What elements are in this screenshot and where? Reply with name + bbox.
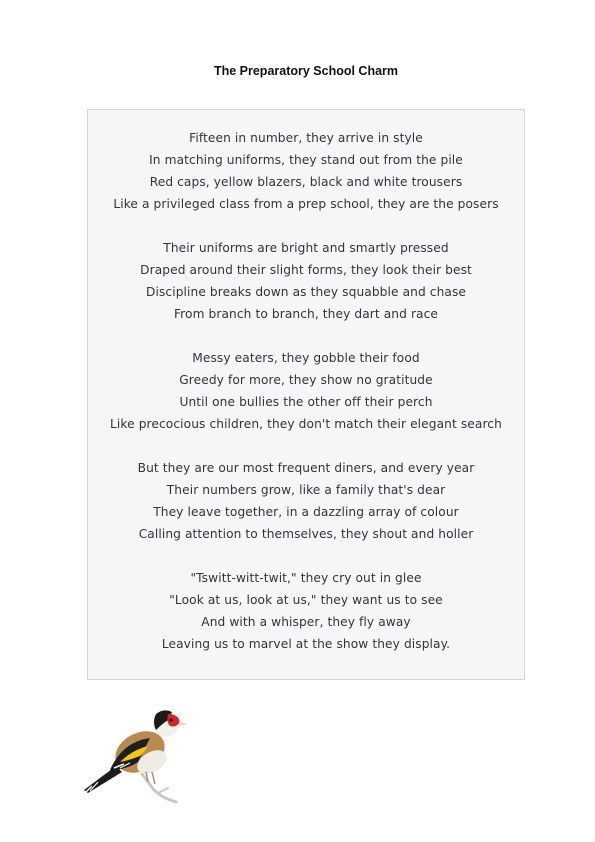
goldfinch-bird-icon xyxy=(80,700,192,804)
poem-line: Calling attention to themselves, they shout and holler xyxy=(138,527,474,541)
poem-line: Greedy for more, they show no gratitude xyxy=(179,373,433,387)
poem-line: But they are our most frequent diners, and every year xyxy=(137,461,475,475)
poem-line: From branch to branch, they dart and race xyxy=(173,307,439,321)
poem-line: Red caps, yellow blazers, black and white trousers xyxy=(149,175,463,189)
poem-line: Draped around their slight forms, they look their best xyxy=(140,263,472,277)
poem-line: In matching uniforms, they stand out from the pile xyxy=(149,153,463,167)
poem-line: Their uniforms are bright and smartly pressed xyxy=(163,241,449,255)
stanza-3 xyxy=(88,347,524,435)
page-title: The Preparatory School Charm xyxy=(213,64,399,78)
poem-line: Discipline breaks down as they squabble and chase xyxy=(145,285,467,299)
poem-line: Until one bullies the other off their perch xyxy=(179,395,433,409)
poem-line: Messy eaters, they gobble their food xyxy=(192,351,420,365)
stanza-1 xyxy=(88,127,524,215)
poem-line: Fifteen in number, they arrive in style xyxy=(189,131,423,145)
poem-box xyxy=(87,109,525,680)
poem-line: Their numbers grow, like a family that's dear xyxy=(166,483,446,497)
poem-line: Like precocious children, they don't match their elegant search xyxy=(110,417,502,431)
stanza-2 xyxy=(88,237,524,325)
poem-line: Leaving us to marvel at the show they display. xyxy=(161,637,451,651)
stanza-5 xyxy=(88,567,524,655)
poem-line: "Look at us, look at us," they want us to see xyxy=(169,593,443,607)
stanza-4 xyxy=(88,457,524,545)
poem-line: "Tswitt-witt-twit," they cry out in glee xyxy=(190,571,422,585)
poem-line: And with a whisper, they fly away xyxy=(201,615,411,629)
poem-line: Like a privileged class from a prep school, they are the posers xyxy=(113,197,499,211)
poem-line: They leave together, in a dazzling array of colour xyxy=(153,505,459,519)
